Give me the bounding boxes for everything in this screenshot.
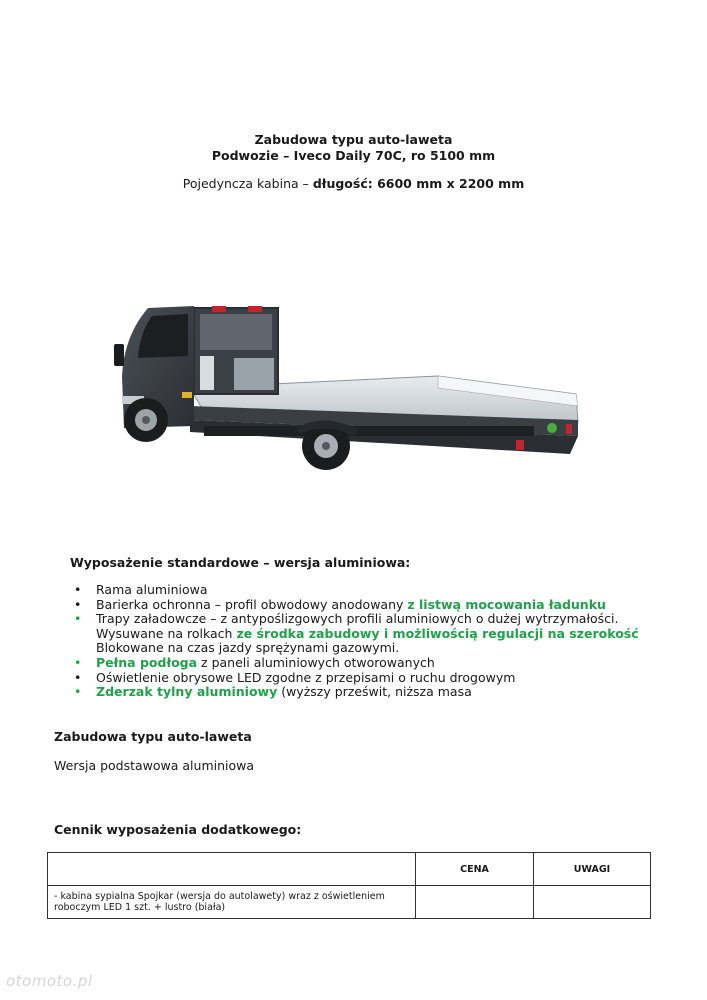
bullet: • — [74, 654, 82, 670]
bullet: • — [74, 611, 82, 627]
header-cell-item — [48, 853, 416, 886]
list-item: • Rama aluminiowa — [74, 582, 208, 597]
header-cell-price: CENA — [416, 853, 534, 886]
section-heading: Zabudowa typu auto-laweta — [54, 729, 252, 744]
list-item: • Barierka ochronna – profil obwodowy anodowany z listwą mocowania ładunku — [74, 596, 606, 612]
chassis-subtitle: Podwozie – Iveco Daily 70C, ro 5100 mm — [211, 148, 496, 163]
pricing-table — [47, 852, 651, 919]
standard-equipment-heading: Wyposażenie standardowe – wersja aluminiowa: — [70, 555, 411, 570]
section-text: Wersja podstawowa aluminiowa — [54, 758, 255, 773]
list-item: • Trapy załadowcze – z antypoślizgowych profili aluminiowych o dużej wytrzymałości. Wysuwane na rolkach ze środka zabudowy i możliwością regulacji na szerokość Blokowane na czas jazdy sprężynami gazowymi. — [74, 611, 639, 656]
list-item: • Pełna podłoga z paneli aluminiowych otworowanych — [74, 654, 435, 670]
row-notes-cell — [534, 886, 651, 919]
cabin-dimensions: Pojedyncza kabina – długość: 6600 mm x 2200 mm — [182, 176, 525, 191]
pricing-heading: Cennik wyposażenia dodatkowego: — [54, 822, 302, 837]
tow-truck-photo — [108, 296, 584, 478]
row-item-cell: - kabina sypialna Spojkar (wersja do autolawety) wraz z oświetleniem roboczym LED 1 szt. + lustro (biała) — [48, 886, 416, 919]
header-cell-notes: UWAGI — [534, 853, 651, 886]
document-title: Zabudowa typu auto-laweta — [254, 132, 453, 147]
bullet: • — [74, 684, 82, 700]
bullet: • — [74, 669, 82, 685]
table-row — [48, 886, 651, 919]
row-price-cell — [416, 886, 534, 919]
list-item: • Zderzak tylny aluminiowy (wyższy prześwit, niższa masa — [74, 684, 472, 700]
standard-equipment-list — [74, 583, 674, 700]
list-item: • Oświetlenie obrysowe LED zgodne z przepisami o ruchu drogowym — [74, 669, 516, 685]
watermark-logo: otomoto.pl — [6, 972, 93, 990]
bullet: • — [74, 596, 82, 612]
table-header-row — [48, 853, 651, 886]
bullet: • — [74, 582, 82, 597]
